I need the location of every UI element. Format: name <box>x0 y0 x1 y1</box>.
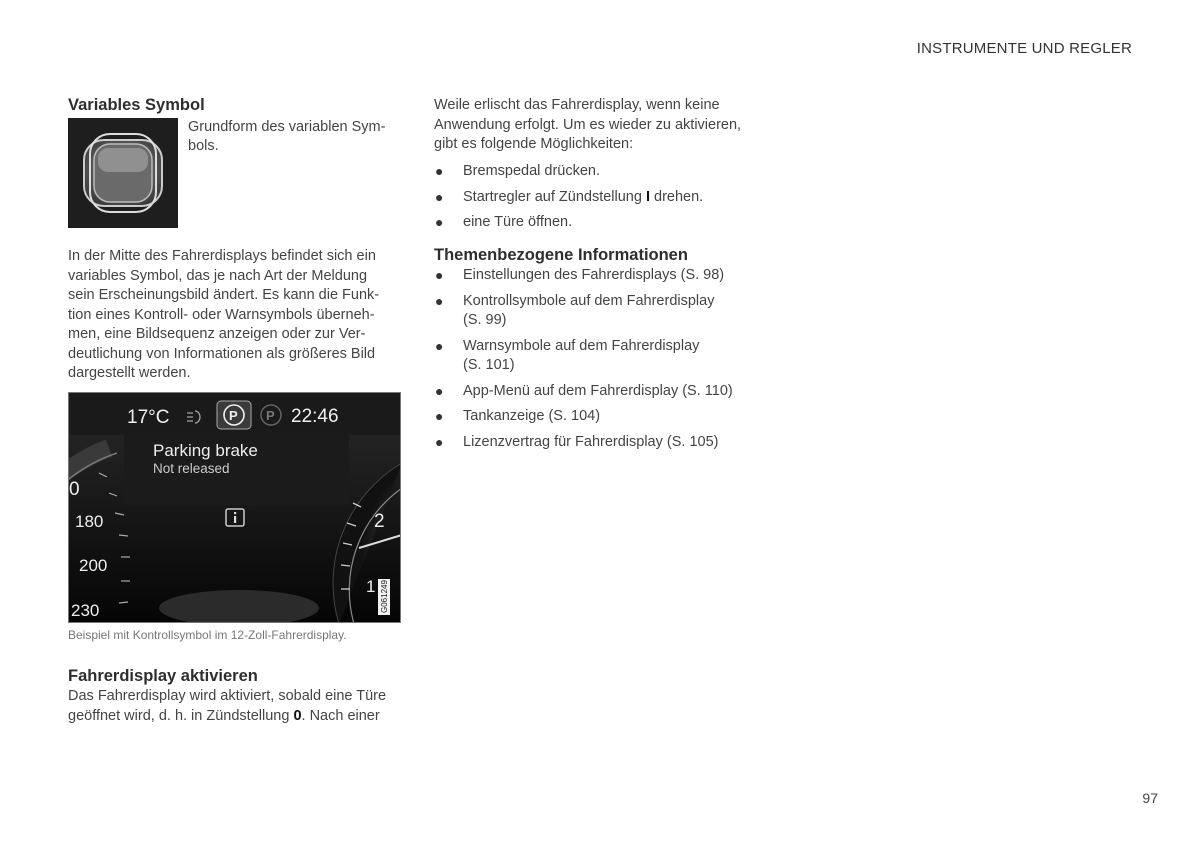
paragraph-line: tion eines Kontroll- oder Warnsymbols überneh- <box>68 306 375 323</box>
link-text: Tankanzeige (S. 104) <box>463 408 601 424</box>
svg-text:P: P <box>229 408 238 423</box>
parking-brake-icon <box>217 401 251 429</box>
paragraph-line: variables Symbol, das je nach Art der Meldung <box>68 267 368 284</box>
bullet-icon: ● <box>435 382 444 399</box>
speed-label: 180 <box>75 512 104 531</box>
intro-paragraph <box>434 96 764 155</box>
bullet-icon: ● <box>435 337 444 354</box>
image-id-label: G061249 <box>380 580 389 613</box>
paragraph-line: sein Erscheinungsbild ändert. Es kann die Funk- <box>68 287 380 303</box>
variable-symbol-image <box>68 118 178 228</box>
heading-related-info: Themenbezogene Informationen <box>434 246 688 264</box>
speed-label: 230 <box>71 601 100 620</box>
list-item <box>434 188 764 208</box>
bullet-icon: ● <box>435 292 444 309</box>
bullet-icon: ● <box>435 408 444 424</box>
paragraph-line: In der Mitte des Fahrerdisplays befindet sich ein <box>68 248 376 264</box>
link-text: (S. 99) <box>463 312 507 328</box>
text-run: eine Türe öffnen. <box>463 214 573 230</box>
activation-options-list <box>434 162 764 233</box>
bullet-icon: ● <box>435 433 444 450</box>
link-text: Kontrollsymbole auf dem Fahrerdisplay <box>463 292 715 309</box>
related-link[interactable] <box>434 337 764 376</box>
clock-readout: 22:46 <box>291 406 339 427</box>
paragraph-line: Das Fahrerdisplay wird aktiviert, sobald eine Türe <box>68 688 387 704</box>
list-item <box>434 162 764 182</box>
text-run: geöffnet wird, d. h. in Zündstellung <box>68 707 294 724</box>
bullet-icon: ● <box>435 214 444 230</box>
driver-display-image <box>68 392 401 623</box>
text-run: drehen. <box>650 188 704 205</box>
heading-variable-symbol: Variables Symbol <box>68 96 205 114</box>
text-run: Startregler auf Zündstellung <box>463 188 646 205</box>
link-text: Warnsymbole auf dem Fahrerdisplay <box>463 337 700 354</box>
symbol-caption-line-1: Grundform des variablen Sym- <box>188 119 386 135</box>
text-run: Bremspedal drücken. <box>463 163 601 179</box>
activate-paragraph <box>68 687 398 726</box>
message-subtitle: Not released <box>153 461 230 476</box>
paragraph-line <box>68 707 398 727</box>
speed-label: 0 <box>69 479 80 500</box>
speed-label: 200 <box>79 556 108 575</box>
paragraph-line: gibt es folgende Möglichkeiten: <box>434 136 634 152</box>
related-link[interactable] <box>434 382 764 402</box>
related-link[interactable] <box>434 266 764 286</box>
paragraph-line: Weile erlischt das Fahrerdisplay, wenn keine <box>434 97 720 113</box>
bold-text: I <box>645 188 650 205</box>
related-link[interactable] <box>434 292 764 331</box>
heading-activate-display: Fahrerdisplay aktivieren <box>68 667 258 685</box>
paragraph-line: deutlichung von Informationen als größeres Bild <box>68 345 376 362</box>
variable-symbol-paragraph <box>68 247 398 384</box>
section-header: INSTRUMENTE UND REGLER <box>916 40 1132 57</box>
paragraph-line: men, eine Bildsequenz anzeigen oder zur Ver- <box>68 326 366 342</box>
rpm-label: 1 <box>366 577 376 596</box>
page-number: 97 <box>1142 790 1158 806</box>
related-link[interactable] <box>434 433 764 453</box>
bullet-icon: ● <box>435 188 444 205</box>
link-text: (S. 101) <box>463 357 515 373</box>
bold-text: 0 <box>293 707 302 724</box>
bullet-icon: ● <box>435 163 444 179</box>
paragraph-line: Anwendung erfolgt. Um es wieder zu aktivieren, <box>434 116 742 133</box>
related-topics-list <box>434 266 764 452</box>
text-run: . Nach einer <box>301 707 380 724</box>
message-title: Parking brake <box>153 441 258 460</box>
variable-symbol-icon <box>68 118 178 228</box>
bullet-icon: ● <box>435 267 444 283</box>
link-text: Einstellungen des Fahrerdisplays (S. 98) <box>463 267 725 283</box>
link-text: Lizenzvertrag für Fahrerdisplay (S. 105) <box>463 433 719 450</box>
rpm-label: 2 <box>374 511 385 532</box>
link-text: App-Menü auf dem Fahrerdisplay (S. 110) <box>463 382 733 399</box>
temperature-readout: 17°C <box>127 407 170 428</box>
svg-text:P: P <box>266 408 275 423</box>
paragraph-line: dargestellt werden. <box>68 365 191 381</box>
related-link[interactable] <box>434 407 764 427</box>
list-item <box>434 213 764 233</box>
symbol-caption-line-2: bols. <box>188 138 219 154</box>
image-caption: Beispiel mit Kontrollsymbol im 12-Zoll-Fahrerdisplay. <box>68 628 347 642</box>
